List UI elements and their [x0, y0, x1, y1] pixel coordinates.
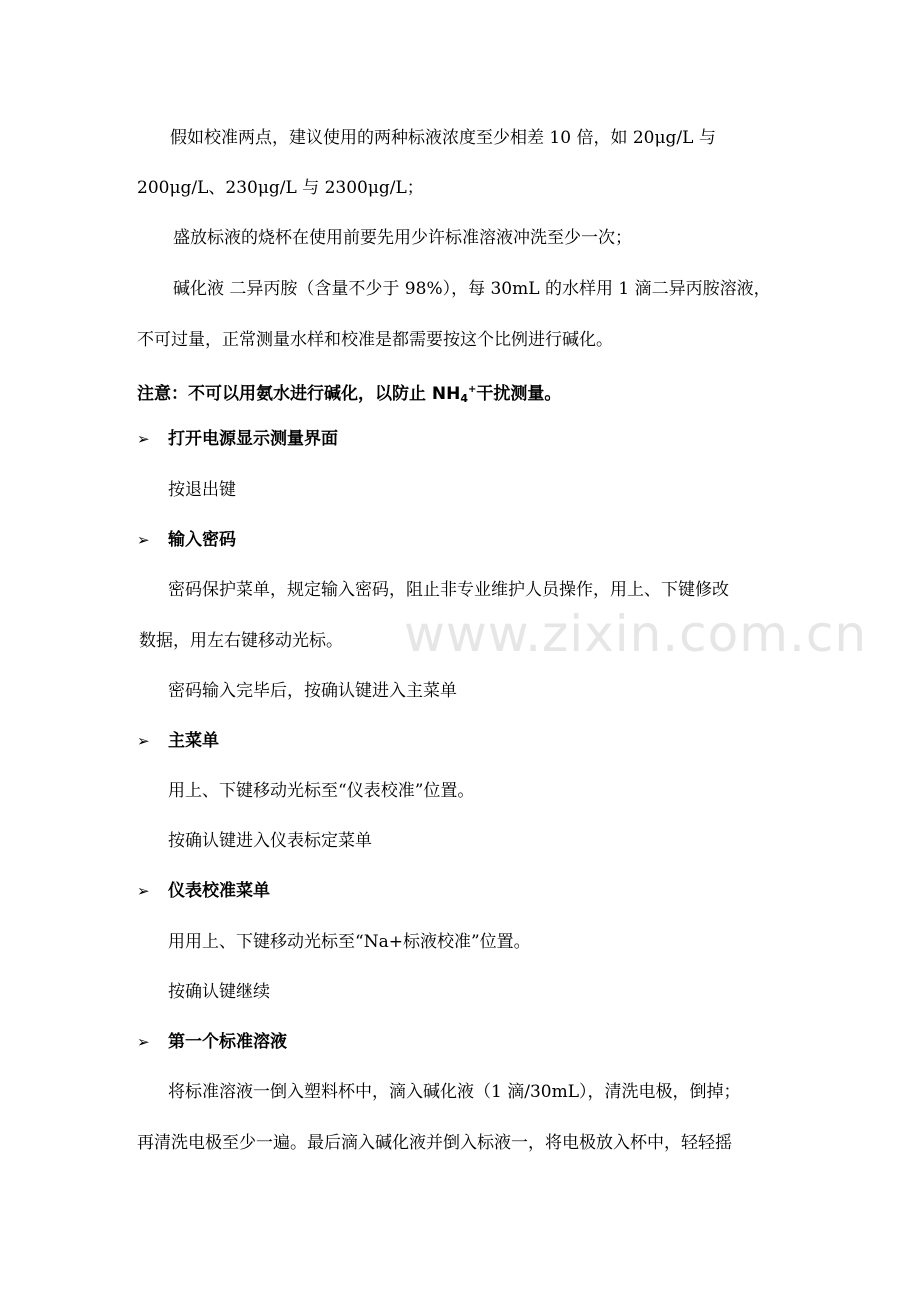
- paragraph-line: 密码输入完毕后，按确认键进入主菜单: [168, 681, 457, 701]
- paragraph-line: 碱化液 二异丙胺（含量不少于 98%），每 30mL 的水样用 1 滴二异丙胺溶液，: [173, 279, 771, 299]
- paragraph-line: 用用上、下键移动光标至“Na+标液校准”位置。: [168, 932, 531, 952]
- paragraph-line: 用上、下键移动光标至“仪表校准”位置。: [168, 781, 475, 801]
- paragraph-line: 200μg/L、230μg/L 与 2300μg/L；: [137, 178, 424, 198]
- paragraph-line: 将标准溶液一倒入塑料杯中，滴入碱化液（1 滴/30mL），清洗电极，倒掉；: [168, 1082, 741, 1102]
- section-heading: 输入密码: [168, 530, 236, 550]
- paragraph-line: 按退出键: [168, 480, 236, 500]
- arrow-bullet-icon: ➢: [137, 732, 150, 750]
- arrow-bullet-icon: ➢: [137, 1033, 150, 1051]
- paragraph-line: 密码保护菜单，规定输入密码，阻止非专业维护人员操作，用上、下键修改: [168, 580, 729, 600]
- note-line: [137, 379, 562, 405]
- paragraph-line: 按确认键继续: [168, 982, 270, 1002]
- paragraph-line: 假如校准两点，建议使用的两种标液浓度至少相差 10 倍，如 20μg/L 与: [170, 128, 716, 148]
- watermark: www.zixin.com.cn: [404, 605, 868, 663]
- note-subscript: 4: [460, 392, 469, 405]
- section-heading: 仪表校准菜单: [168, 881, 270, 901]
- note-superscript: +: [468, 384, 477, 395]
- paragraph-line: 数据，用左右键移动光标。: [139, 631, 343, 651]
- section-heading: 第一个标准溶液: [168, 1032, 287, 1052]
- arrow-bullet-icon: ➢: [137, 531, 150, 549]
- section-heading: 主菜单: [168, 731, 219, 751]
- paragraph-line: 不可过量，正常测量水样和校准是都需要按这个比例进行碱化。: [137, 330, 613, 350]
- paragraph-line: 盛放标液的烧杯在使用前要先用少许标准溶液冲洗至少一次；: [173, 228, 632, 248]
- note-suffix: 干扰测量。: [476, 384, 562, 404]
- paragraph-line: 再清洗电极至少一遍。最后滴入碱化液并倒入标液一，将电极放入杯中，轻轻摇: [137, 1133, 732, 1153]
- note-prefix: 注意：不可以用氨水进行碱化，以防止 NH: [137, 384, 461, 404]
- arrow-bullet-icon: ➢: [137, 882, 150, 900]
- paragraph-line: 按确认键进入仪表标定菜单: [168, 831, 372, 851]
- arrow-bullet-icon: ➢: [137, 430, 150, 448]
- section-heading: 打开电源显示测量界面: [168, 429, 338, 449]
